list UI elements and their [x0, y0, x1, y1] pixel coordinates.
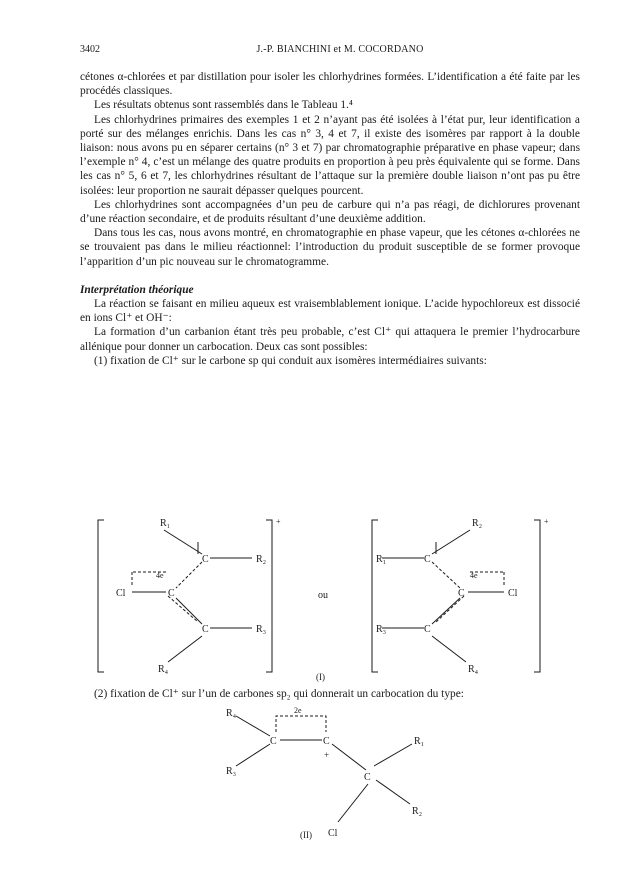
label-r1: R₁ — [160, 518, 171, 529]
label-c-bottom: C — [202, 624, 209, 635]
label-c-2: C — [323, 736, 330, 747]
label-r3-right: R₃ — [376, 624, 387, 635]
bond-c-r1 — [374, 744, 412, 766]
bond-c-c-right — [432, 598, 460, 624]
scheme-2-drawing — [80, 704, 580, 846]
arrow-2e — [276, 716, 326, 732]
body-text — [80, 70, 580, 368]
label-II: (II) — [300, 830, 312, 840]
paragraph: La réaction se faisant en milieu aqueux est vraisemblablement ionique. L’acide hypochloreux est dissocié en ions Cl⁺ et OH⁻: — [80, 298, 580, 325]
label-r3: R₃ — [256, 624, 267, 635]
right-bracket-open — [372, 520, 378, 672]
label-r4: R₄ — [226, 708, 237, 719]
paragraph: Les chlorhydrines primaires des exemples 1 et 2 n’ayant pas été isolées à l’état pur, leur identification a porté sur des mélanges enrichis. Dans les cas n° 3, 4 et 7, il existe des isomères par rapport à la double liaison: nous avons pu en séparer certains (n° 3 et 7) par chromatographie préparative en phase vapeur; dans l’exemple n° 4, c’est un mélange des quatre produits en proportion à peu près équivalente qui se forme. Dans les cas n° 5, 6 et 7, les chlorhydrines résultant de l’attaque sur la première double liaison n’ont pas pu être isolées: leur proportion ne saurait dépasser quelques pourcent. — [80, 113, 580, 197]
label-r1-right: R₁ — [376, 554, 387, 565]
label-r2: R₂ — [256, 554, 267, 565]
label-cl-right: Cl — [508, 588, 518, 599]
right-bracket-close — [534, 520, 540, 672]
label-4e-right: 4e — [470, 571, 478, 580]
label-cl: Cl — [328, 828, 338, 839]
label-2e: 2e — [294, 706, 302, 715]
label-c-top: C — [202, 554, 209, 565]
paragraph: cétones α-chlorées et par distillation pour isoler les chlorhydrines formées. L’identification a été faite par les procédés classiques. — [80, 71, 580, 98]
reaction-scheme-2 — [80, 704, 580, 846]
reaction-scheme-1 — [80, 512, 580, 684]
label-ou: ou — [318, 590, 328, 601]
bond-c-r2 — [376, 780, 410, 804]
paragraph: Les chlorhydrines sont accompagnées d’un peu de carbure qui n’a pas réagi, de dichlorures provenant d’une réaction secondaire, et de produits résultant d’une deuxième addition. — [80, 198, 580, 226]
paragraph: Les résultats obtenus sont rassemblés dans le Tableau 1.⁴ — [94, 99, 353, 112]
label-c-mid: C — [168, 588, 175, 599]
bond-c-r4 — [168, 636, 202, 662]
label-plus-right: + — [544, 517, 549, 526]
bond-c-c3 — [176, 598, 202, 624]
bond-c-cl — [338, 784, 368, 822]
left-bracket-close — [266, 520, 272, 672]
label-I: (I) — [316, 672, 325, 682]
label-c-mid-right: C — [458, 588, 465, 599]
label-plus-left: + — [276, 517, 281, 526]
left-bracket-open — [98, 520, 104, 672]
dashed-bond-2-right — [436, 596, 464, 622]
scheme-1-drawing — [80, 512, 580, 684]
label-r4: R₄ — [158, 664, 169, 675]
label-r2-right: R₂ — [472, 518, 483, 529]
paragraph: La formation d’un carbanion étant très peu probable, c’est Cl⁺ qui attaquera le premier l’hydrocarbure allénique pour donner un carbocation. Deux cas sont possibles: — [80, 326, 580, 353]
bond-r2-c — [432, 530, 470, 554]
label-cl: Cl — [116, 588, 126, 599]
label-c-1: C — [270, 736, 277, 747]
section-heading: Interprétation théorique — [80, 283, 194, 296]
page-number: 3402 — [80, 44, 100, 55]
running-title: J.-P. BIANCHINI et M. COCORDANO — [256, 44, 424, 55]
dashed-bond-right — [432, 562, 460, 588]
label-c-3: C — [364, 772, 371, 783]
bond-c-c2 — [332, 744, 366, 770]
label-c-top-right: C — [424, 554, 431, 565]
paragraph: Dans tous les cas, nous avons montré, en chromatographie en phase vapeur, que les cétones α-chlorées ne se trouvaient pas dans le milieu réactionnel: l’introduction du produit susceptible de se former provoque l’apparition d’un pic nouveau sur le chromatogramme. — [80, 227, 580, 268]
label-4e: 4e — [156, 571, 164, 580]
label-plus: + — [324, 750, 330, 760]
bond-r3-c — [236, 744, 270, 766]
dashed-bond-2 — [168, 596, 198, 622]
bond-c-r4-right — [432, 636, 466, 662]
paragraph-case-2: (2) fixation de Cl⁺ sur l’un de carbones sp₂ qui donnerait un carbocation du type: — [94, 688, 464, 700]
label-r2: R₂ — [412, 806, 423, 817]
label-r3: R₃ — [226, 766, 237, 777]
bond-r4-c — [236, 716, 270, 736]
label-c-bottom-right: C — [424, 624, 431, 635]
label-r4-right: R₄ — [468, 664, 479, 675]
label-r1: R₁ — [414, 736, 425, 747]
dashed-bond — [176, 562, 202, 588]
paragraph: (1) fixation de Cl⁺ sur le carbone sp qui conduit aux isomères intermédiaires suivants: — [94, 354, 487, 367]
bond-r1-c — [164, 530, 202, 554]
